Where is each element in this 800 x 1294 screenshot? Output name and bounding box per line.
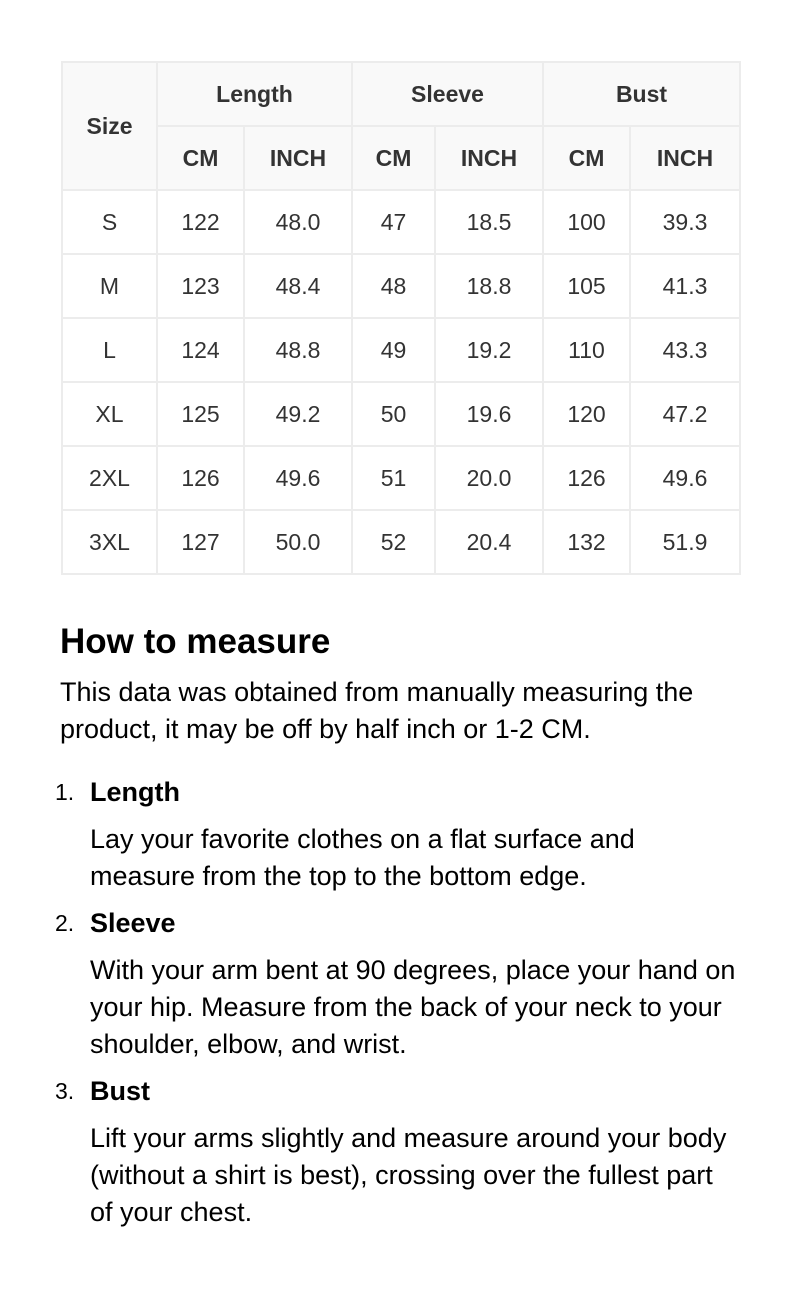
table-cell: 50.0: [244, 510, 352, 574]
table-cell: 48: [352, 254, 435, 318]
table-row: [62, 446, 740, 510]
length-group-header: Length: [157, 62, 352, 126]
unit-header: CM: [352, 126, 435, 190]
table-cell: 20.4: [435, 510, 543, 574]
table-cell: 47.2: [630, 382, 740, 446]
measure-steps-list: [55, 774, 760, 1231]
table-row: [62, 382, 740, 446]
list-item: [55, 1073, 760, 1231]
unit-header: INCH: [435, 126, 543, 190]
table-row: [62, 510, 740, 574]
list-item: [55, 774, 760, 895]
table-cell: 19.6: [435, 382, 543, 446]
bust-group-header: Bust: [543, 62, 740, 126]
header-row-groups: [62, 62, 740, 126]
table-cell: 18.5: [435, 190, 543, 254]
size-cell: S: [62, 190, 157, 254]
table-row: [62, 254, 740, 318]
step-title: Length: [90, 777, 180, 807]
size-cell: M: [62, 254, 157, 318]
step-number: 3.: [55, 1078, 75, 1104]
table-cell: 48.4: [244, 254, 352, 318]
table-cell: 126: [543, 446, 630, 510]
table-cell: 123: [157, 254, 244, 318]
table-cell: 127: [157, 510, 244, 574]
table-cell: 51: [352, 446, 435, 510]
table-cell: 41.3: [630, 254, 740, 318]
table-cell: 49.2: [244, 382, 352, 446]
table-cell: 122: [157, 190, 244, 254]
size-chart-table: [61, 61, 741, 575]
table-cell: 43.3: [630, 318, 740, 382]
table-row: [62, 190, 740, 254]
header-row-units: [62, 126, 740, 190]
table-cell: 18.8: [435, 254, 543, 318]
table-cell: 47: [352, 190, 435, 254]
table-cell: 125: [157, 382, 244, 446]
unit-header: INCH: [244, 126, 352, 190]
table-cell: 19.2: [435, 318, 543, 382]
table-row: [62, 318, 740, 382]
intro-text: This data was obtained from manually measuring the product, it may be off by half inch or 1-2 CM.: [60, 677, 694, 744]
step-number: 2.: [55, 910, 75, 936]
table-cell: 124: [157, 318, 244, 382]
table-cell: 20.0: [435, 446, 543, 510]
table-cell: 39.3: [630, 190, 740, 254]
table-cell: 120: [543, 382, 630, 446]
table-cell: 50: [352, 382, 435, 446]
table-cell: 105: [543, 254, 630, 318]
size-cell: XL: [62, 382, 157, 446]
table-cell: 48.8: [244, 318, 352, 382]
step-description: Lift your arms slightly and measure around your body (without a shirt is best), crossing over the fullest part of your chest.: [90, 1123, 727, 1227]
step-description: With your arm bent at 90 degrees, place your hand on your hip. Measure from the back of your neck to your shoulder, elbow, and wrist.: [90, 955, 736, 1059]
unit-header: CM: [157, 126, 244, 190]
table-cell: 48.0: [244, 190, 352, 254]
step-title: Sleeve: [90, 908, 176, 938]
list-item: [55, 905, 760, 1063]
table-cell: 110: [543, 318, 630, 382]
table-cell: 49: [352, 318, 435, 382]
size-cell: 2XL: [62, 446, 157, 510]
table-cell: 132: [543, 510, 630, 574]
unit-header: CM: [543, 126, 630, 190]
step-number: 1.: [55, 779, 75, 805]
sleeve-group-header: Sleeve: [352, 62, 543, 126]
how-to-measure-section: [55, 616, 760, 1241]
table-cell: 51.9: [630, 510, 740, 574]
table-cell: 49.6: [244, 446, 352, 510]
step-description: Lay your favorite clothes on a flat surface and measure from the top to the bottom edge.: [90, 824, 635, 891]
step-title: Bust: [90, 1076, 150, 1106]
table-cell: 126: [157, 446, 244, 510]
size-cell: 3XL: [62, 510, 157, 574]
size-column-header: Size: [62, 62, 157, 190]
size-cell: L: [62, 318, 157, 382]
unit-header: INCH: [630, 126, 740, 190]
section-title: How to measure: [60, 622, 331, 661]
table-cell: 52: [352, 510, 435, 574]
table-cell: 100: [543, 190, 630, 254]
table-cell: 49.6: [630, 446, 740, 510]
